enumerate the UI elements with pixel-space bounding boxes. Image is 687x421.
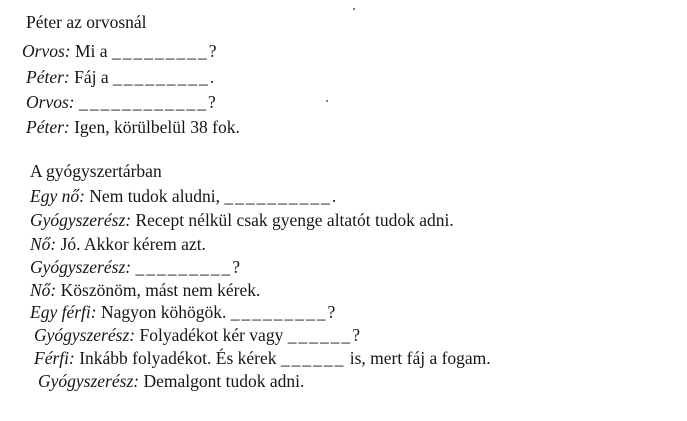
line-text: Demalgont tudok adni. <box>143 371 305 391</box>
line-after: is, mert fáj a fogam. <box>349 348 491 368</box>
line-after: ? <box>232 257 240 277</box>
speaker-label: Nő: <box>30 234 57 254</box>
line-after: ? <box>207 92 216 112</box>
dialogue-line <box>34 325 360 345</box>
speaker-label: Gyógyszerész: <box>38 371 140 391</box>
blank-field[interactable]: __________ <box>224 186 332 206</box>
blank-field[interactable]: ____________ <box>78 92 208 112</box>
speaker-label: Gyógyszerész: <box>34 325 136 345</box>
line-after: ? <box>327 302 336 322</box>
speaker-label: Péter: <box>26 117 70 137</box>
line-text: Mi a <box>74 41 108 61</box>
line-after: . <box>331 186 337 206</box>
blank-field[interactable]: _________ <box>113 67 210 87</box>
dialogue-line <box>30 210 454 230</box>
blank-field[interactable]: _________ <box>135 257 233 277</box>
speaker-label: Férfi: <box>34 348 75 368</box>
dialogue-line <box>26 117 240 137</box>
line-after: . <box>209 67 215 87</box>
blank-field[interactable]: _________ <box>111 41 209 61</box>
blank-field[interactable]: ______ <box>280 348 346 368</box>
dialogue-line <box>26 92 216 112</box>
speaker-label: Nő: <box>30 280 57 300</box>
dialogue-line <box>38 371 304 391</box>
line-text: Fáj a <box>74 67 109 87</box>
scan-speck <box>353 8 355 10</box>
speaker-label: Egy nő: <box>30 186 85 206</box>
section2-title: A gyógyszertárban <box>30 161 162 181</box>
line-text: Recept nélkül csak gyenge altatót tudok adni. <box>135 210 454 230</box>
dialogue-line <box>30 302 335 322</box>
line-text: Köszönöm, mást nem kérek. <box>60 280 261 300</box>
dialogue-line <box>30 257 240 277</box>
section1-title: Péter az orvosnál <box>26 12 147 32</box>
line-text: Nem tudok aludni, <box>89 186 221 206</box>
dialogue-line <box>22 41 216 61</box>
speaker-label: Orvos: <box>22 41 71 61</box>
speaker-label: Gyógyszerész: <box>30 210 132 230</box>
scan-speck <box>326 100 328 102</box>
line-after: ? <box>208 41 217 61</box>
dialogue-line <box>30 280 260 300</box>
line-text: Jó. Akkor kérem azt. <box>60 234 206 254</box>
line-text: Igen, körülbelül 38 fok. <box>74 117 240 137</box>
line-text: Inkább folyadékot. És kérek <box>79 348 277 368</box>
speaker-label: Orvos: <box>26 92 75 112</box>
dialogue-line <box>26 67 214 87</box>
blank-field[interactable]: ______ <box>287 325 353 345</box>
dialogue-line <box>30 186 336 206</box>
dialogue-line <box>30 234 206 254</box>
dialogue-line <box>34 348 491 368</box>
speaker-label: Gyógyszerész: <box>30 257 132 277</box>
blank-field[interactable]: _________ <box>230 302 328 322</box>
line-text: Folyadékot kér vagy <box>139 325 284 345</box>
line-after: ? <box>352 325 360 345</box>
speaker-label: Péter: <box>26 67 70 87</box>
speaker-label: Egy férfi: <box>30 302 97 322</box>
line-text: Nagyon köhögök. <box>100 302 227 322</box>
